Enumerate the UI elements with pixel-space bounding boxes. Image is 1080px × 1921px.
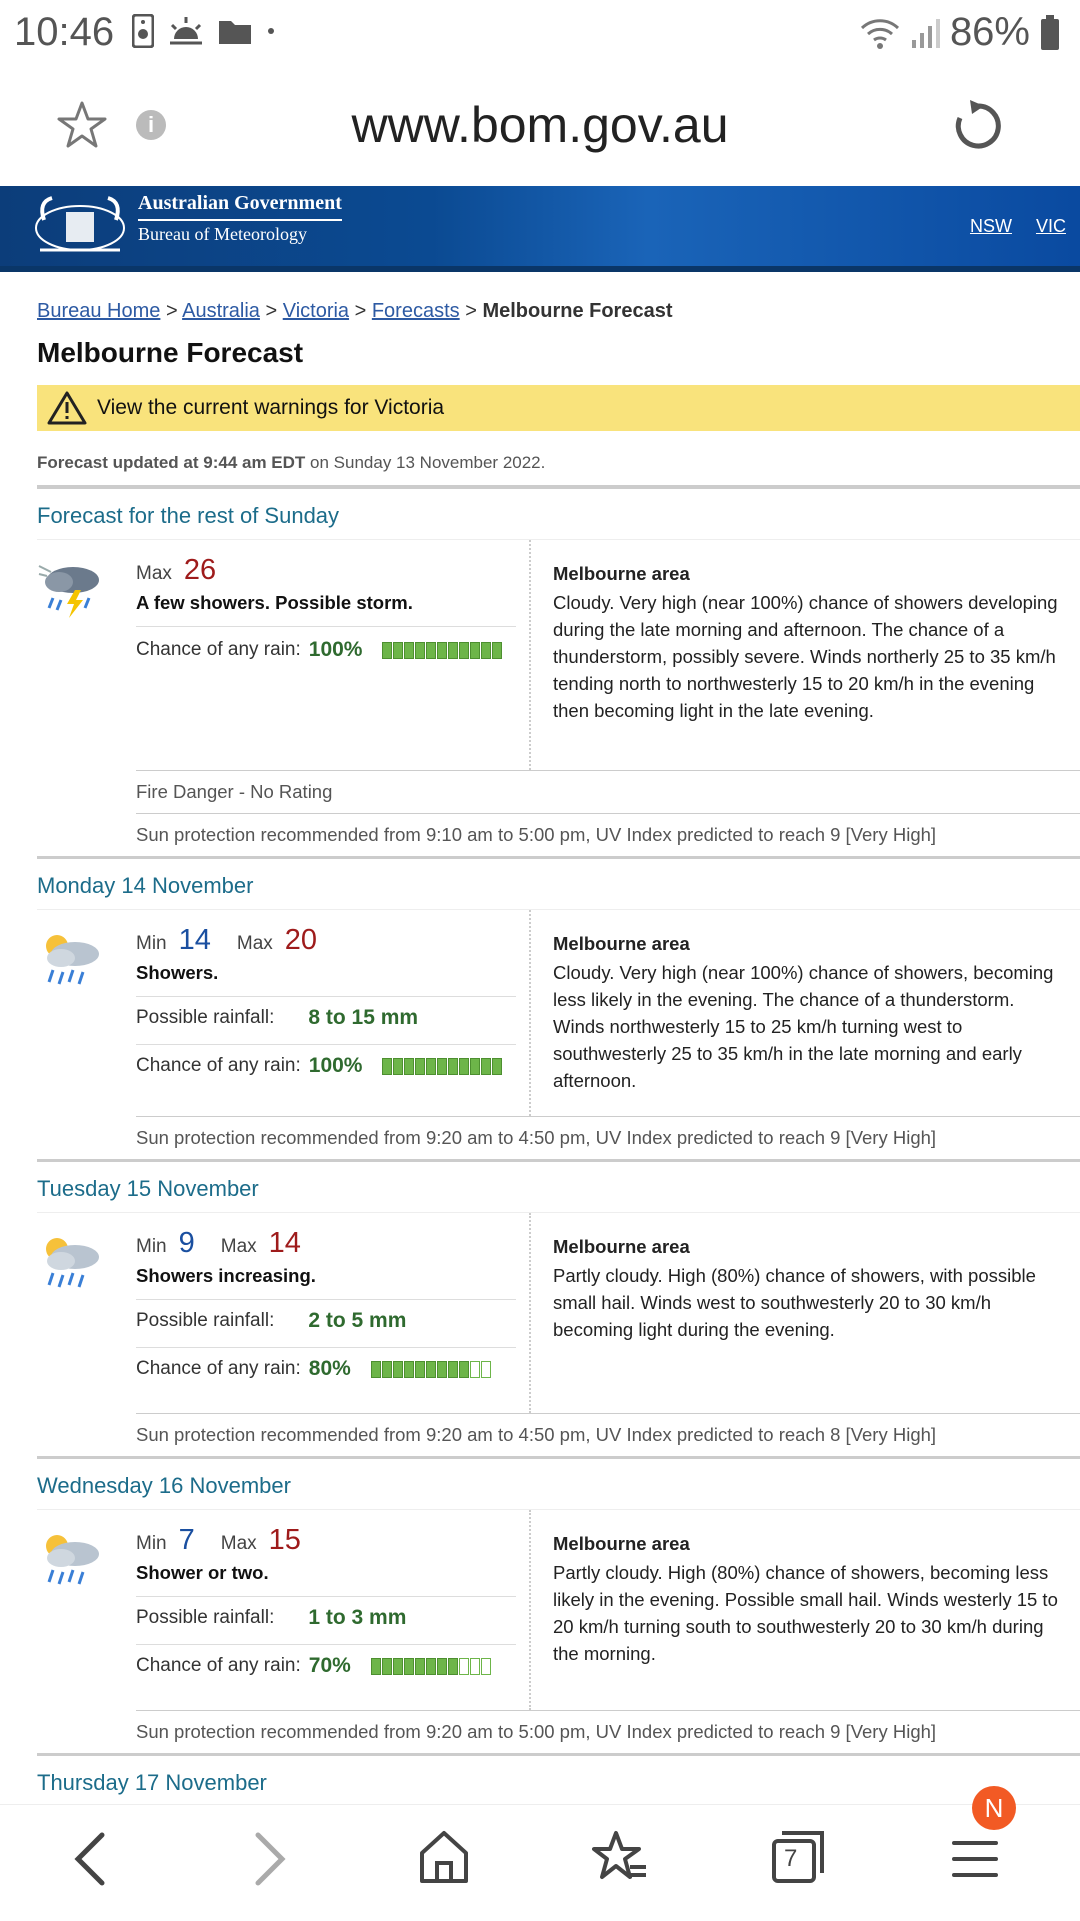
- nav-nsw[interactable]: NSW: [969, 216, 1012, 236]
- tabs-icon[interactable]: [770, 1829, 826, 1885]
- possible-rainfall: Possible rainfall: 2 to 5 mm: [136, 1309, 407, 1332]
- rain-chance-bar: [371, 1361, 491, 1378]
- rain-bar-segment: [448, 1361, 458, 1378]
- rain-bar-segment: [393, 642, 403, 659]
- showers-icon: [37, 930, 103, 992]
- rain-bar-segment: [437, 1058, 447, 1075]
- warning-link[interactable]: View the current warnings for Victoria: [97, 396, 445, 419]
- rain-bar-segment: [492, 642, 502, 659]
- rain-bar-segment: [393, 1058, 403, 1075]
- rain-bar-segment: [481, 1658, 491, 1675]
- site-info-icon[interactable]: i: [136, 110, 166, 140]
- gov-title: Australian Government: [138, 192, 342, 221]
- rain-bar-segment: [371, 1658, 381, 1675]
- browser-toolbar: [0, 68, 1080, 187]
- browser-bottom-nav: [0, 1804, 1080, 1921]
- max-temp: 26: [183, 554, 217, 586]
- day-title: Tuesday 15 November: [37, 1176, 259, 1201]
- battery-percentage: 86%: [949, 10, 1030, 54]
- notification-badge: N: [972, 1786, 1016, 1830]
- temperature-range: Min 9 Max 14: [136, 1227, 301, 1259]
- possible-rainfall: Possible rainfall: 8 to 15 mm: [136, 1006, 419, 1029]
- menu-icon[interactable]: [952, 1829, 998, 1885]
- reload-icon[interactable]: [950, 98, 1006, 154]
- status-icons: [132, 14, 276, 48]
- area-forecast: Melbourne area Cloudy. Very high (near 100%) chance of showers developing during the late morning and afternoon. The chance of a thunderstorm, possibly severe. Winds northerly 25 to 35 km/h tending north to northwesterly 15 to 20 km/h in the evening then becoming light in the late evening.: [529, 540, 1080, 770]
- rain-bar-segment: [404, 1658, 414, 1675]
- weather-sun-icon: [168, 15, 204, 47]
- rain-bar-segment: [415, 1361, 425, 1378]
- max-temp: 15: [268, 1524, 301, 1556]
- chance-of-rain: Chance of any rain: 100%: [136, 1054, 502, 1078]
- day-title: Monday 14 November: [37, 873, 254, 898]
- rain-bar-segment: [426, 1361, 436, 1378]
- rain-bar-segment: [448, 1658, 458, 1675]
- temperature-range: Max 26: [136, 554, 217, 586]
- state-nav: [970, 216, 1066, 237]
- day-title: Forecast for the rest of Sunday: [37, 503, 340, 528]
- forward-icon[interactable]: [250, 1829, 290, 1889]
- dot-icon: [266, 26, 276, 36]
- day-forecast: [37, 1212, 1080, 1459]
- min-temp: 9: [178, 1227, 195, 1259]
- rain-bar-segment: [448, 1058, 458, 1075]
- signal-icon: [910, 18, 940, 48]
- rain-bar-segment: [426, 1658, 436, 1675]
- main-content: [37, 270, 1080, 1806]
- sun-protection: Sun protection recommended from 9:10 am to 5:00 pm, UV Index predicted to reach 9 [Very High]: [136, 813, 1080, 856]
- coat-of-arms-logo[interactable]: [30, 190, 130, 260]
- sun-protection: Sun protection recommended from 9:20 am to 4:50 pm, UV Index predicted to reach 9 [Very High]: [136, 1116, 1080, 1159]
- rain-bar-segment: [382, 642, 392, 659]
- chance-of-rain: Chance of any rain: 100%: [136, 638, 502, 662]
- rain-bar-segment: [470, 1361, 480, 1378]
- rain-bar-segment: [459, 1058, 469, 1075]
- rain-bar-segment: [492, 1058, 502, 1075]
- crumb-australia[interactable]: Australia: [182, 300, 260, 322]
- rain-bar-segment: [448, 642, 458, 659]
- rain-chance-bar: [371, 1658, 491, 1675]
- speaker-icon: [132, 14, 154, 48]
- rain-bar-segment: [393, 1658, 403, 1675]
- rain-bar-segment: [382, 1058, 392, 1075]
- rain-bar-segment: [404, 642, 414, 659]
- folder-icon: [218, 17, 252, 45]
- crumb-victoria[interactable]: Victoria: [282, 300, 350, 322]
- rain-bar-segment: [470, 1658, 480, 1675]
- breadcrumb: Bureau Home > Australia > Victoria > Forecasts > Melbourne Forecast: [37, 300, 673, 322]
- possible-rainfall: Possible rainfall: 1 to 3 mm: [136, 1606, 407, 1629]
- status-right: [860, 10, 1060, 55]
- rain-bar-segment: [426, 642, 436, 659]
- temperature-range: Min 7 Max 15: [136, 1524, 301, 1556]
- storm-icon: [37, 560, 107, 622]
- day-title: Wednesday 16 November: [37, 1473, 291, 1498]
- day-forecast: [37, 539, 1080, 859]
- wifi-icon: [860, 16, 900, 50]
- fire-danger: Fire Danger - No Rating: [136, 770, 1080, 813]
- crumb-current: Melbourne Forecast: [482, 300, 673, 322]
- showers-icon: [37, 1530, 103, 1592]
- rain-bar-segment: [459, 1658, 469, 1675]
- rain-bar-segment: [415, 642, 425, 659]
- min-temp: 7: [178, 1524, 195, 1556]
- rain-bar-segment: [426, 1058, 436, 1075]
- area-forecast: Melbourne area Partly cloudy. High (80%) chance of showers, with possible small hail. Winds west to southwesterly 20 to 30 km/h becoming light during the evening.: [529, 1213, 1080, 1413]
- rain-chance-bar: [382, 642, 502, 659]
- rain-bar-segment: [459, 1361, 469, 1378]
- showers-icon: [37, 1233, 103, 1295]
- chance-of-rain: Chance of any rain: 80%: [136, 1357, 491, 1381]
- page-title: Melbourne Forecast: [37, 337, 304, 368]
- rain-bar-segment: [393, 1361, 403, 1378]
- rain-bar-segment: [437, 1658, 447, 1675]
- forecast-text: Cloudy. Very high (near 100%) chance of showers, becoming less likely in the evening. The chance of a thunderstorm. Winds northwesterly 15 to 25 km/h turning west to southwesterly 25 to 35 km/h in the late morning and early afternoon.: [553, 962, 1054, 1091]
- max-temp: 20: [284, 924, 318, 956]
- rain-bar-segment: [481, 642, 491, 659]
- day-forecast: [37, 909, 1080, 1162]
- area-forecast: Melbourne area Partly cloudy. High (80%) chance of showers, becoming less likely in the evening. Possible small hail. Winds westerly 15 to 20 km/h turning south to southwesterly 20 to 30 km/h during the morning.: [529, 1510, 1080, 1710]
- forecast-summary: Showers.: [136, 962, 219, 983]
- crumb-bureau-home[interactable]: Bureau Home: [37, 300, 161, 322]
- min-temp: 14: [178, 924, 211, 956]
- rain-bar-segment: [437, 642, 447, 659]
- crumb-forecasts[interactable]: Forecasts: [371, 300, 460, 322]
- temperature-range: Min 14 Max 20: [136, 924, 318, 956]
- forecast-text: Partly cloudy. High (80%) chance of showers, becoming less likely in the evening. Possible small hail. Winds westerly 15 to 20 km/h turning south to southwesterly 20 to 30 km/h during the morning.: [553, 1562, 1058, 1664]
- forecast-summary: Shower or two.: [136, 1562, 269, 1583]
- day-title: Thursday 17 November: [37, 1770, 267, 1795]
- day-forecast: [37, 1509, 1080, 1756]
- sun-protection: Sun protection recommended from 9:20 am to 5:00 pm, UV Index predicted to reach 9 [Very High]: [136, 1710, 1080, 1753]
- battery-icon: [1040, 15, 1060, 51]
- max-temp: 14: [268, 1227, 301, 1259]
- rain-bar-segment: [470, 642, 480, 659]
- rain-bar-segment: [415, 1658, 425, 1675]
- rain-bar-segment: [415, 1058, 425, 1075]
- area-forecast: Melbourne area Cloudy. Very high (near 100%) chance of showers, becoming less likely in the evening. The chance of a thunderstorm. Winds northwesterly 15 to 25 km/h turning west to southwesterly 25 to 35 km/h in the late morning and early afternoon.: [529, 910, 1080, 1116]
- bom-title: Bureau of Meteorology: [138, 224, 307, 244]
- status-time: 10:46: [14, 10, 115, 54]
- rain-bar-segment: [404, 1361, 414, 1378]
- rain-chance-bar: [382, 1058, 502, 1075]
- tabs-count: 7: [784, 1845, 798, 1872]
- nav-vic[interactable]: VIC: [1035, 216, 1066, 236]
- warning-banner[interactable]: [37, 385, 1080, 431]
- forecast-text: Cloudy. Very high (near 100%) chance of showers developing during the late morning and afternoon. The chance of a thunderstorm, possibly severe. Winds northerly 25 to 35 km/h tending north to northwesterly 15 to 20 km/h in the evening then becoming light in the late evening.: [553, 592, 1058, 721]
- rain-bar-segment: [382, 1361, 392, 1378]
- warning-triangle-icon: [47, 391, 87, 425]
- address-bar-url[interactable]: www.bom.gov.au: [351, 97, 729, 153]
- gov-banner: [0, 186, 1080, 272]
- forecast-text: Partly cloudy. High (80%) chance of showers, with possible small hail. Winds west to southwesterly 20 to 30 km/h becoming light during the evening.: [553, 1265, 1036, 1340]
- status-bar: [0, 0, 1080, 68]
- rain-bar-segment: [437, 1361, 447, 1378]
- rain-bar-segment: [459, 642, 469, 659]
- forecast-updated: Forecast updated at 9:44 am EDT on Sunday 13 November 2022.: [37, 453, 1080, 489]
- forecast-summary: Showers increasing.: [136, 1265, 316, 1286]
- sun-protection: Sun protection recommended from 9:20 am to 4:50 pm, UV Index predicted to reach 8 [Very High]: [136, 1413, 1080, 1456]
- home-icon[interactable]: [418, 1829, 470, 1885]
- rain-bar-segment: [481, 1058, 491, 1075]
- rain-bar-segment: [481, 1361, 491, 1378]
- rain-bar-segment: [404, 1058, 414, 1075]
- bookmarks-icon[interactable]: [592, 1829, 648, 1885]
- back-icon[interactable]: [70, 1829, 110, 1889]
- rain-bar-segment: [371, 1361, 381, 1378]
- rain-bar-segment: [382, 1658, 392, 1675]
- rain-bar-segment: [470, 1058, 480, 1075]
- forecast-summary: A few showers. Possible storm.: [136, 592, 413, 613]
- chance-of-rain: Chance of any rain: 70%: [136, 1654, 491, 1678]
